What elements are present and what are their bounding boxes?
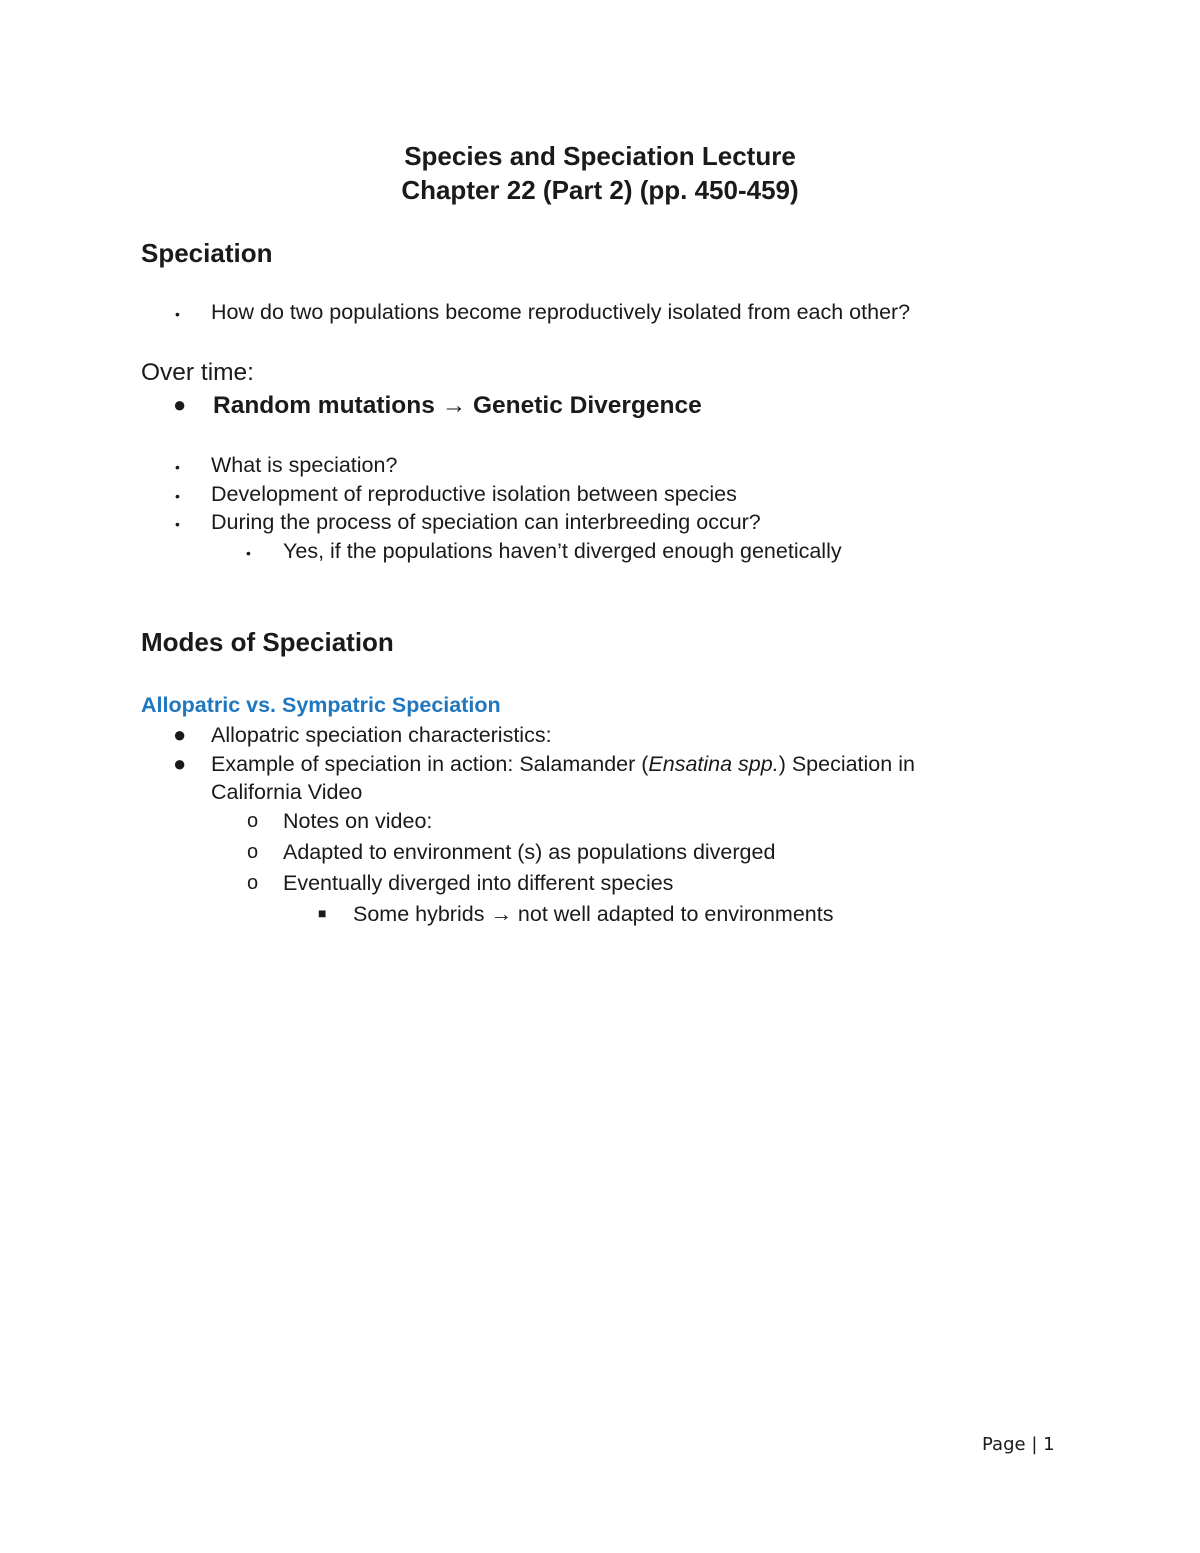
circle-bullet-icon: o	[247, 872, 259, 894]
random-mutations-line	[213, 392, 702, 420]
list-item-continued: California Video	[211, 780, 363, 804]
list-item: Allopatric speciation characteristics:	[211, 723, 552, 747]
example-text: Example of speciation in action: Salamander (	[211, 752, 649, 776]
page-separator: |	[1031, 1434, 1038, 1455]
bullet-icon: •	[175, 516, 180, 532]
example-text-end: ) Speciation in	[778, 752, 915, 776]
circle-bullet-icon: o	[247, 810, 259, 832]
list-item: During the process of speciation can interbreeding occur?	[211, 510, 761, 534]
page-footer	[982, 1434, 1055, 1455]
bullet-icon: •	[175, 488, 180, 504]
modes-heading: Modes of Speciation	[141, 627, 394, 657]
page-number: 1	[1043, 1434, 1055, 1455]
arrow-right-icon: →	[490, 902, 512, 926]
list-item: Development of reproductive isolation between species	[211, 482, 737, 506]
list-item	[211, 752, 915, 777]
bullet-icon: •	[175, 459, 180, 475]
bullet-icon: •	[175, 306, 180, 322]
over-time-heading: Over time:	[141, 359, 254, 386]
speciation-bullet: How do two populations become reproductively isolated from each other?	[211, 300, 911, 324]
sub-list-item: Eventually diverged into different species	[283, 871, 674, 895]
page-label: Page	[982, 1434, 1026, 1455]
speciation-heading: Speciation	[141, 238, 273, 268]
sub-list-item: Adapted to environment (s) as populations diverged	[283, 840, 776, 864]
hybrids-text: Some hybrids	[353, 902, 485, 926]
genetic-divergence-text: Genetic Divergence	[473, 392, 702, 419]
bullet-icon: ●	[173, 751, 187, 776]
species-name: Ensatina spp.	[648, 752, 779, 776]
random-mutations-text: Random mutations	[213, 392, 435, 419]
list-item: What is speciation?	[211, 453, 398, 477]
modes-subheading: Allopatric vs. Sympatric Speciation	[141, 693, 501, 717]
bullet-icon: •	[246, 545, 251, 561]
document-title: Species and Speciation Lecture	[404, 141, 796, 171]
document-subtitle: Chapter 22 (Part 2) (pp. 450-459)	[401, 175, 799, 205]
bullet-icon: ●	[173, 722, 187, 747]
circle-bullet-icon: o	[247, 841, 259, 863]
hybrids-result-text: not well adapted to environments	[517, 902, 834, 926]
square-bullet-icon: ■	[318, 905, 327, 921]
bullet-icon: ●	[173, 392, 187, 417]
sub-sub-list-item	[353, 902, 833, 927]
arrow-right-icon: →	[441, 392, 467, 419]
sub-list-item: Notes on video:	[283, 809, 433, 833]
sub-list-item: Yes, if the populations haven’t diverged enough genetically	[283, 539, 842, 563]
